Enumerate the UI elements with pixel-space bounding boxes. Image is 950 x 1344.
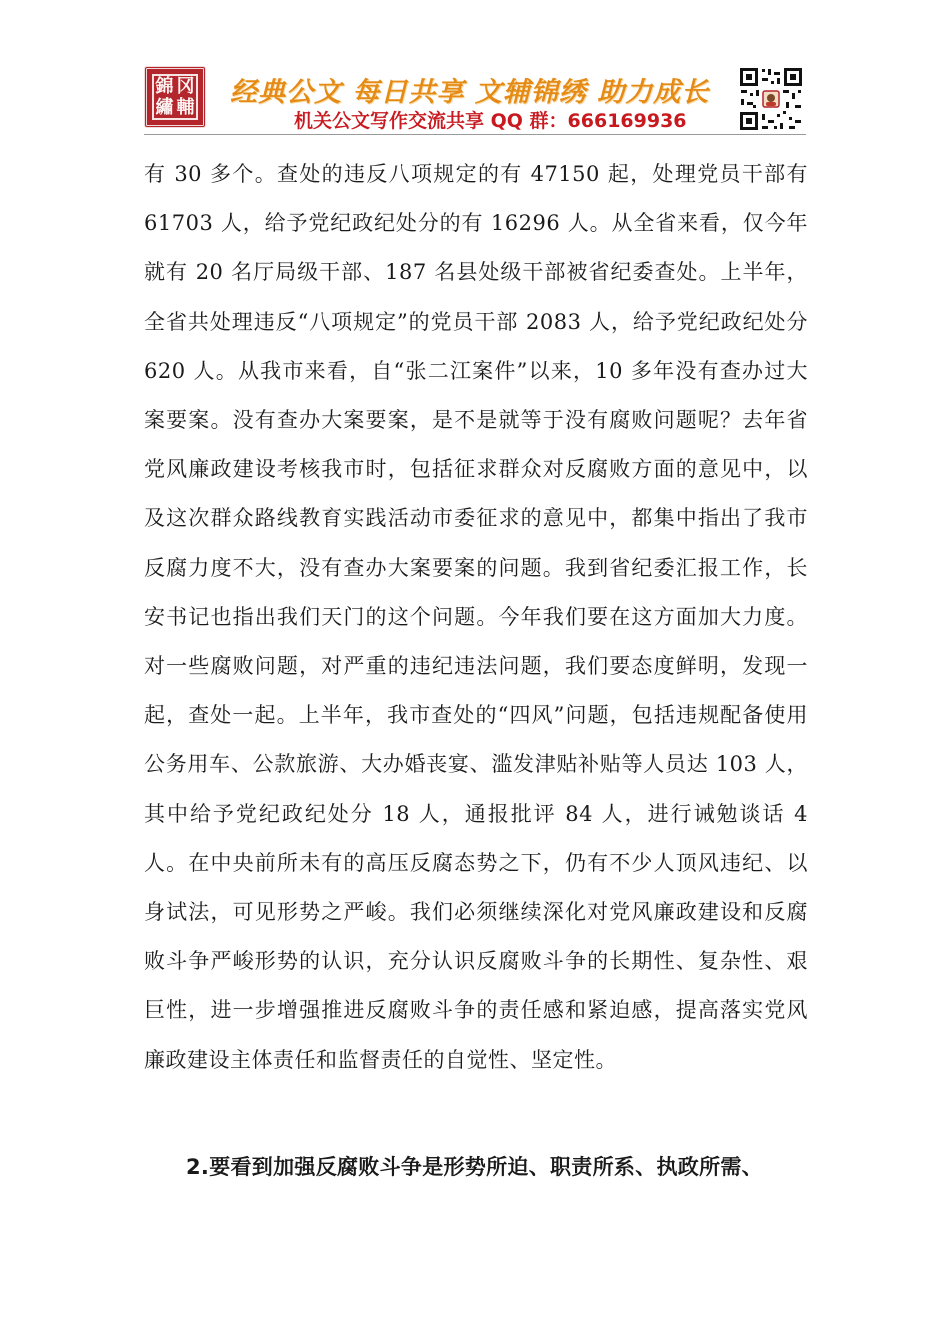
qq-group-line: 机关公文写作交流共享 QQ 群：666169936 [294,110,687,132]
header-slogan: 经典公文 每日共享 文辅锦绣 助力成长 [230,77,710,108]
body-paragraph [144,150,808,1085]
seal-char: 繡 [155,96,174,118]
seal-logo [144,66,206,128]
page-header [0,0,950,140]
paragraph-text: 有 30 多个。查处的违反八项规定的有 47150 起，处理党员干部有 61703 人，给予党纪政纪处分的有 16296 人。从全省来看，仅今年就有 20 名厅局级干部、187 名县处级干部被省纪委查处。上半年，全省共处理违反“八项规定”的党员干部 2083 人，给予党纪政纪处分 620 人。从我市来看，自“张二江案件”以来，10 多年没有查办过大案要案。没有查办大案要案，是不是就等于没有腐败问题呢？去年省党风廉政建设考核我市时，包括征求群众对反腐败方面的意见中，以及这次群众路线教育实践活动市委征求的意见中，都集中指出了我市反腐力度不大，没有查办大案要案的问题。我到省纪委汇报工作，长安书记也指出我们天门的这个问题。今年我们要在这方面加大力度。对一些腐败问题，对严重的违纪违法问题，我们要态度鲜明，发现一起，查处一起。上半年，我市查处的“四风”问题，包括违规配备使用公务用车、公款旅游、大办婚丧宴、滥发津贴补贴等人员达 103 人，其中给予党纪政纪处分 18 人，通报批评 84 人，进行诫勉谈话 4 人。在中央前所未有的高压反腐态势之下，仍有不少人顶风违纪、以身试法，可见形势之严峻。我们必须继续深化对党风廉政建设和反腐败斗争严峻形势的认识，充分认识反腐败斗争的长期性、复杂性、艰巨性，进一步增强推进反腐败斗争的责任感和紧迫感，提高落实党风廉政建设主体责任和监督责任的自觉性、坚定性。 [144,162,808,1072]
qr-code-icon [738,66,804,132]
seal-char: 錦 [155,75,174,97]
seal-char: 輔 [176,96,195,118]
header-divider [144,134,806,135]
section-heading: 2.要看到加强反腐败斗争是形势所迫、职责所系、执政所需、 [186,1155,763,1179]
seal-char: 冈 [176,75,195,97]
